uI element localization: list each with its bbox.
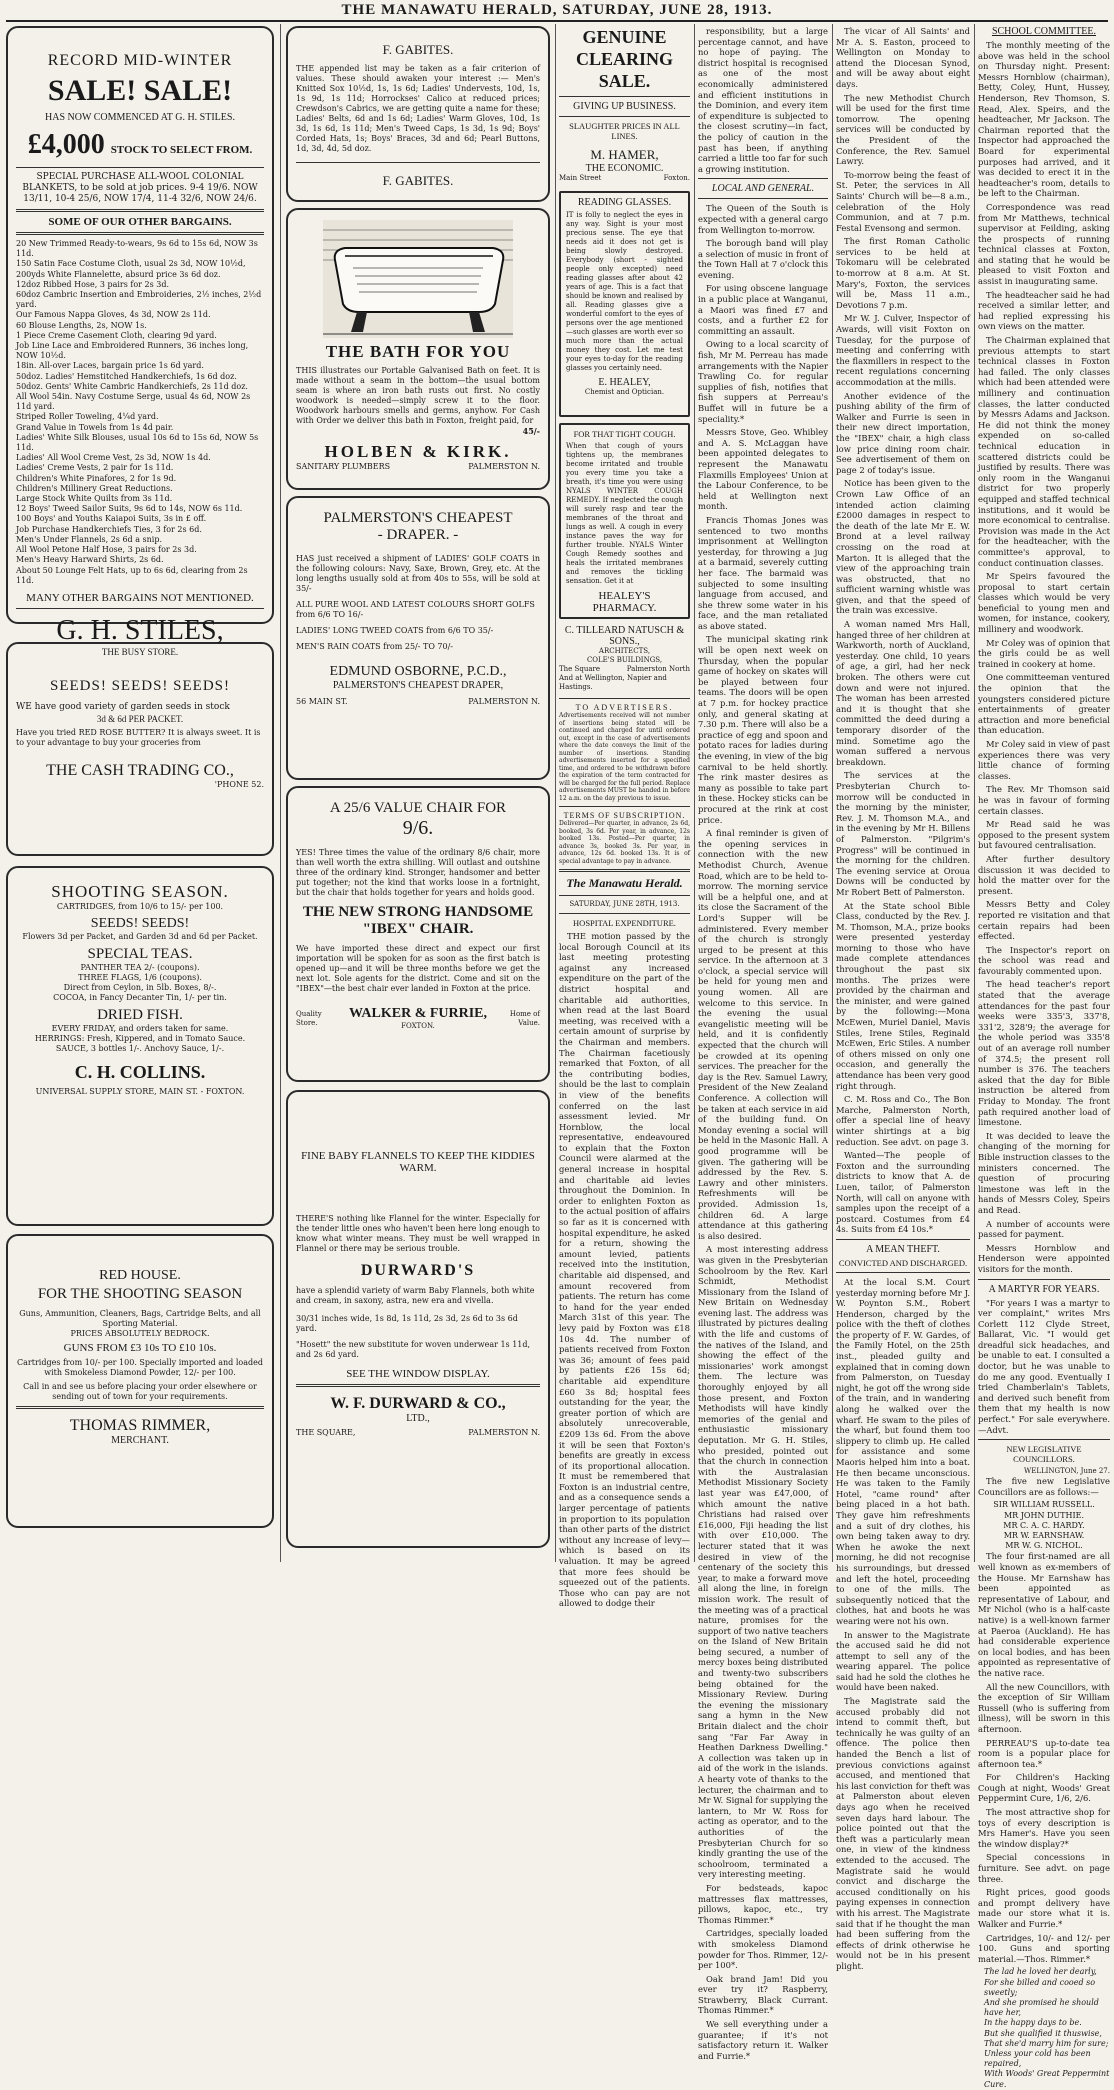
natusch-name: C. TILLEARD NATUSCH & SONS.,: [564, 625, 685, 647]
healey-text: IT is folly to neglect the eyes in any way. Sight is your most precious sense. The eye that needs aid it does not get is being slowly destroyed. Everybody (short - sighted people only excepted) need reading glasses after about 42 years of age. This is a fact that should be known and realised by all. Reading glasses give a wonderful comfort to the eyes of persons over the age mentioned—such glasses are worth ever so much more than the actual money they cost. Let me test your eyes to-day for the reading glasses you certainly need.: [566, 211, 683, 372]
stiles-special: SPECIAL PURCHASE ALL-WOOL COLONIAL BLANKETS, to be sold at job prices. 9-4 19/6. NOW 13/11, 10-4 25/6, NOW 17/4, 11-4 32/6, NOW 24/6.: [22, 172, 258, 204]
bargain-item: Grand Value in Towels from 1s 4d pair.: [16, 422, 174, 432]
stiles-record: RECORD MID-WINTER: [47, 52, 233, 69]
collins-friday: EVERY FRIDAY, and orders taken for same.: [51, 1024, 229, 1033]
councillor-name: SIR WILLIAM RUSSELL.: [993, 1500, 1095, 1510]
councillors-article: [978, 1551, 1110, 1964]
article-paragraph: At the local S.M. Court yesterday morning before Mr J. W. Poynton S.M., Robert Henderson, charged by the police with the theft of clothes the property of F. W. Gardes, of the Family Hotel, on the 25th inst., pleaded guilty and explained that in coming down from Palmerston, on Tuesday night, he got off the wrong side of the train, and in wandering along he walked over the wharf. He swam to the piles of the wharf, but found them too slippery to climb up. He called for assistance and some Maoris helped him into a boat. He then became unconscious. He was taken to the Family Hotel, "came round" after being placed in a hot bath. They gave him refreshments and a suit of dry clothes, his own being taken away to dry. When he awoke the next morning, he did not recognise his surroundings, but dressed and left the hotel, proceeding to one of the mills. The subsequently noticed that the clothes, hat and boots he was wearing were not his own.: [836, 1276, 970, 1626]
article-paragraph: It was decided to leave the changing of the morning for Bible instruction classes to the ministers concerned. The question of procuring limestone was left in the hands of Messrs Coley, Speirs and Read.: [978, 1130, 1110, 1215]
cash-line2: 3d & 6d PER PACKET.: [96, 714, 184, 724]
durward-text2: have a splendid variety of warm Baby Flannels, both white and cream, in saxony, astra, new era and vivella.: [296, 1286, 535, 1305]
article-paragraph: The Inspector's report on the school was read and favourably commented upon.: [978, 944, 1110, 976]
rimmer-name: THOMAS RIMMER,: [69, 1417, 211, 1434]
article-paragraph: A most interesting address was given in the Presbyterian Schoolroom by the Rev. Karl Schmidt, Methodist Missionary from the Island of New Britain on Wednesday evening last. The address was illustrated by pictures dealing with the life and customs of the natives of the Island, and showing the effect of the missionaries' work amongst them. The lecture was thoroughly enjoyed by all those present, and Foxton Methodists will have kindly memories of the genial and enthusiastic missionary deputation. Mr G. H. Stiles, who presided, pointed out that the church in connection with the Australasian Methodist Missionary Society last year was £47,000, of which amount the native Christians had raised over £16,000, Fiji heading the list with over £10,000. The lecturer stated that it was desired in view of the centenary of the society this year, to make a forward move all along the line, in foreign mission work. The result of the meeting was of a practical nature, promises for the support of two native teachers on the Island of New Britain being secured, a number of mercy boxes being distributed and twenty-two subscribers being obtained for the Missionary Review. During the evening the missionary sang a hymn in the New Britain dialect and the choir sang "Far Far Away in Heathen Darkness Dwelling." A collection was taken up in aid of the work in the islands. A hearty vote of thanks to the lecturer, the chairman and to Mr W. Signal for supplying the lantern, to Mr W. Ross for acting as operator, and to the authorities of the Presbyterian Church for so kindly granting the use of the schoolroom, terminated a very interesting meeting.: [698, 1244, 828, 1880]
stiles-other: SOME OF OUR OTHER BARGAINS.: [48, 216, 232, 228]
article-paragraph: THE motion passed by the local Borough Council at its last meeting protesting against any increased expenditure on the part of the district hospital and charitable aid authorities, when read at the last Board meeting, was received with a certain amount of surprise by the Chairman and members. The Chairman facetiously remarked that Foxton, of all the contributing bodies, should be the last to complain in view of the benefits conferred on the last assessment levied. Mr Hornblow, the local representative, endeavoured to explain that the Foxton Council were alarmed at the general increase in hospital and charitable aid levies throughout the Dominion. In order to enlighten Foxton as to the actual position of affairs so far as it is concerned with hospital expenditure, he asked for a return, showing the amount levied, patients received into the institution, charitable aid dispensed, and amount recovered from patients. The return has come to hand for the year ended March 31st of this year. The levy paid by Foxton was £18 10s 4d. The number of patients received from Foxton was 36; amount of fees paid by patients £26 15s 6d; charitable aid expenditure £60 3s 8d; hospital fees outstanding for the year, the greater portion of which are absolutely unrecoverable, £209 13s 6d. From the above it will be seen that Foxton's benefits are greatly in excess of its proportional allocation. It must be remembered that Foxton is an industrial centre, and as a consequence sends a larger percentage of patients in proportion to its population than other parts of the district without any increase of levy—which is based on its valuation. It may be agreed that more fees should be squeezed out of the patients. Those who can pay are not allowed to dodge their: [559, 931, 690, 1609]
article-paragraph: For Children's Hacking Cough at night, Woods' Great Peppermint Cure, 1/6, 2/6.: [978, 1772, 1110, 1804]
rimmer-from: GUNS FROM £3 10s TO £10 10s.: [63, 1342, 217, 1354]
durward-text: THERE'S nothing like Flannel for the winter. Especially for the tender little ones who haven't been here long enough to know what winter means. They must be well wrapped in Flannel or there may be serious trouble.: [296, 1214, 540, 1253]
rimmer-call: Call in and see us before placing your order elsewhere or sending out of town for your requirements.: [23, 1382, 257, 1401]
osborne-title2: - DRAPER. -: [377, 527, 459, 543]
bargain-item: 200yds White Flannelette, absurd price 3s 6d doz.: [16, 269, 221, 279]
article-paragraph: Cartridges, 10/- and 12/- per 100. Guns and sporting material.—Thos. Rimmer.*: [978, 1932, 1110, 1964]
cash-seeds: SEEDS! SEEDS! SEEDS!: [49, 678, 230, 694]
bargain-item: 1 Piece Creme Casement Cloth, clearing 9d yard.: [16, 330, 217, 340]
article-paragraph: Mr Speirs favoured the proposal to start certain classes which would be very beneficial to young men and women, for instance, cookery, millinery and woodwork.: [978, 571, 1110, 635]
osborne-addr2: PALMERSTON N.: [468, 697, 540, 706]
natusch-ad: [559, 625, 690, 692]
martyr-heading: A MARTYR FOR YEARS.: [988, 1283, 1100, 1295]
holben-ad: [286, 208, 550, 490]
holben-sub1: SANITARY PLUMBERS: [296, 462, 391, 471]
bargain-item: Our Famous Nappa Gloves, 4s 3d, NOW 2s 11d.: [16, 310, 211, 320]
article-paragraph: Owing to a local scarcity of fish, Mr M. Perreau has made arrangements with the Napier Trawling Co. for regular supplies of fish, notifies that fish suppers at Perreau's Buffet will in future be a speciality.*: [698, 339, 828, 424]
walker-right: Home of Value.: [509, 1009, 540, 1027]
collins-flags: THREE FLAGS, 1/6 (coupons).: [78, 973, 202, 982]
article-paragraph: The headteacher said he had received a similar letter, and had replied expressing his own views on the matter.: [978, 289, 1110, 332]
article-paragraph: Messrs Betty and Coley reported re visitation and that certain repairs had been effected.: [978, 899, 1110, 942]
article-paragraph: A woman named Mrs Hall, hanged three of her children at Warkworth, north of Auckland, yesterday. One child, 10 years of age, a girl, had her neck broken. The others were cut down and were not injured. The woman has been arrested and it is thought that she committed the deed during a temporary disorder of the mind. Sometime ago the woman suffered a nervous breakdown.: [836, 619, 970, 767]
article-paragraph: Mr Coley said in view of past experiences there was very little chance of forming classes.: [978, 739, 1110, 781]
gabites-name: F. GABITES.: [382, 42, 454, 57]
poem-line: With Woods' Great Peppermint Cure.: [984, 2069, 1110, 2089]
subscription-title: TERMS OF SUBSCRIPTION.: [563, 811, 686, 820]
martyr-text: "For years I was a martyr to ver complaint," writes Mrs Corlett 112 Clyde Street, Ballarat, Vic. "I would get dreadful sick headaches, and be unable to eat. I consulted a doctor, but he was unable to do me any good. Eventually I tried Chamberlain's Tablets, and derived such benefit from them that my health is now perfect." For sale everywhere.—Advt.: [978, 1297, 1110, 1435]
column-rule: [832, 24, 833, 1562]
column-2: [286, 26, 550, 1562]
bargain-item: Children's White Pinafores, 2 for 1s 9d.: [16, 473, 177, 483]
bargain-item: All Wool 54in. Navy Costume Serge, usual 4s 6d, NOW 2s 11d yard.: [16, 392, 251, 412]
bargain-item: Men's Under Flannels, 2s 6d a snip.: [16, 534, 162, 544]
article-paragraph: The Magistrate said the accused probably did not intend to commit theft, but technically he was guilty of an offence. The police then handed the Bench a list of previous convictions against accused, and mentioned that his last conviction for theft was at Palmerston about eleven days ago when he received seven days hard labour. The police pointed out that the theft was a particularly mean one, in view of the kindness extended to the accused. The Magistrate said he would convict and discharge the accused conditionally on his paying expenses in connection with his arrest. The Magistrate said that if he thought the man had been suffering from the effects of drink otherwise he would not be in his present plight.: [836, 1696, 970, 1971]
councillor-name: MR C. A. C. HARDY.: [1003, 1520, 1085, 1530]
rimmer-ad: [6, 1234, 274, 1528]
article-paragraph: C. M. Ross and Co., The Bon Marche, Palmerston North, offer a special line of heavy winter shirtings at a big reduction. See advt. on page 3.: [836, 1094, 970, 1147]
gabites-footer: F. GABITES.: [382, 173, 454, 188]
article-paragraph: The first Roman Catholic services to be held at Tokomaru will be celebrated to-morrow at 8 a.m. At St. Mary's, Foxton, the services will be, Mass 11 a.m., Devotions 7 p.m.: [836, 236, 970, 310]
collins-ad: [6, 866, 274, 1226]
bargain-item: About 50 Lounge Felt Hats, up to 6s 6d, clearing from 2s 11d.: [16, 565, 248, 585]
gabites-text: THE appended list may be taken as a fair criterion of values. These should awaken your interest :— Men's Knitted Sox 10½d, 1s, 1s 6d; Ladies' Undervests, 10d, 1s, 1s 9d, 1s 11d; Horrockses' Calico at reduced prices; Crewdson's Cabrics, we are getting quite a name for these; Ladies' Belts, 6d and 1s 6d; Ladies' Warm Gloves, 10d, 1s 3d, 1s 6d, 1s 11d; Men's Tweed Caps, 1s 3d, 1s 9d; Boys' Corded Hats, 1s; Boys' Braces, 3d and 6d; Pearl Buttons, 1d, 3d, 4d, 5d doz.: [296, 64, 540, 153]
masthead-rule: [6, 20, 1108, 22]
article-paragraph: The most attractive shop for toys of every description is Mrs Hamer's. Have you seen the window display?*: [978, 1807, 1110, 1849]
bargain-item: 50doz. Ladies' Hemstitched Handkerchiefs, 1s 6d doz.: [16, 371, 237, 381]
rimmer-cartridges: Cartridges from 10/- per 100. Specially imported and loaded with Smokeless Diamond Powder, 12/- per 100.: [17, 1358, 263, 1377]
column-rule: [974, 24, 975, 1562]
cash-phone: 'PHONE 52.: [214, 780, 264, 789]
walker-town: FOXTON.: [401, 1022, 435, 1030]
natusch-sub: ARCHITECTS,: [598, 647, 651, 655]
rimmer-prices: PRICES ABSOLUTELY BEDROCK.: [70, 1329, 210, 1338]
councillors-heading: NEW LEGISLATIVE COUNCILLORS.: [1006, 1444, 1082, 1465]
column-4: [698, 26, 828, 2061]
masthead: THE MANAWATU HERALD, SATURDAY, JUNE 28, 1913.: [341, 2, 773, 18]
article-paragraph: Special concessions in furniture. See advt. on page three.: [978, 1852, 1110, 1884]
paper-name: The Manawatu Herald.: [566, 876, 683, 890]
osborne-rain: MEN'S RAIN COATS from 25/- TO 70/-: [296, 642, 454, 651]
osborne-tweed: LADIES' LONG TWEED COATS from 6/6 TO 35/-: [296, 626, 494, 635]
collins-name: C. H. COLLINS.: [74, 1062, 206, 1082]
article-paragraph: Correspondence was read from Mr Matthews, technical supervisor at Feilding, asking the prospects of running technical classes at Foxton, and stating that he would be pleased to visit Foxton and assist in inaugurating same.: [978, 201, 1110, 287]
theft-sub: CONVICTED AND DISCHARGED.: [838, 1257, 968, 1268]
walker-text2: We have imported these direct and expect our first importation will be spoken for as soon as the first batch is opened up—and it will be three months before we get the next lot. Sole agents for the district. Come and sit on the "IBEX"—the best chair ever landed in Foxton at the price.: [296, 944, 540, 993]
natusch-sq2: Palmerston North: [626, 665, 690, 673]
collins-flowers: Flowers 3d per Packet, and Garden 3d and 6d per Packet.: [22, 932, 258, 941]
committee-article: [978, 40, 1110, 1275]
councillor-name: MR W. EARNSHAW.: [1003, 1531, 1085, 1541]
durward-see: SEE THE WINDOW DISPLAY.: [346, 1368, 490, 1380]
hamer-econ: THE ECONOMIC.: [585, 163, 664, 174]
stiles-ad: [6, 26, 274, 657]
durward-title: FINE BABY FLANNELS TO KEEP THE KIDDIES WARM.: [301, 1150, 535, 1174]
article-paragraph: Messrs Hornblow and Henderson were appointed visitors for the month.: [978, 1242, 1110, 1274]
poem-line: For she billed and cooed so sweetly;: [984, 1977, 1096, 1997]
column-rule: [555, 24, 556, 1562]
hamer-addr2: Foxton.: [663, 174, 690, 182]
walker-text: YES! Three times the value of the ordinary 8/6 chair, more than well worth the extra shilling. Will outlast and outshine three of the ordinary kind. Stronger, handsomer and better put together; not the kind that works loose in a fortnight, but the chair that holds together for years and holds good.: [296, 848, 540, 897]
article-paragraph: The borough band will play a selection of music in front of the Town Hall at 7 o'clock this evening.: [698, 238, 828, 280]
bargain-item: 12 Boys' Tweed Sailor Suits, 9s 6d to 14s, NOW 6s 11d.: [16, 504, 243, 514]
article-paragraph: All the new Councillors, with the exception of Sir William Russell (who is suffering from illness), will be sworn in this afternoon.: [978, 1681, 1110, 1734]
healey-title: READING GLASSES.: [577, 197, 672, 208]
bath-illustration: [323, 220, 513, 338]
article-paragraph: A final reminder is given of the opening services in connection with the new Methodist Church, Avenue Road, which are to be held to-morrow. The morning service will be a helpful one, and at its close the Sacrament of the Lord's Supper will be administered. Every member of the church is strongly urged to be present at this service. In the afternoon at 3 o'clock, a special service will be held for young men and young women. All are welcome to this service. In the evening the usual evangelistic meeting will be held, and it is confidently expected that the church will be crowded at its opening services. The preacher for the day is the Rev. Samuel Lawry, President of the New Zealand Conference. A collection will be taken at each service in aid of the building fund. On Monday evening a social will be held in the Masonic Hall. A good programme will be given. The gathering will be addressed by the Rev. S. Lawry and other ministers. Refreshments will be provided. Admission 1s, children 6d. A large attendance at this gathering is also desired.: [698, 828, 828, 1241]
article-paragraph: A number of accounts were passed for payment.: [978, 1218, 1110, 1240]
article-paragraph: The monthly meeting of the above was held in the school on Thursday night. Present: Messrs Hornblow (chairman), Betty, Coley, Hunt, Hussey, Henderson, Rev Thomson, S. Read, Alex. Speirs, and the headteacher, Mr Jackson. The Chairman reported that the Inspector had approached the Board for experimental purposes had arrived, and it was decided to erect it in the headteacher's room, details to be left to the Chairman.: [978, 40, 1110, 199]
collins-teas: SPECIAL TEAS.: [87, 946, 193, 962]
osborne-ad: [286, 496, 550, 780]
article-paragraph: Mr Coley was of opinion that the girls could be as well trained in cookery at home.: [978, 637, 1110, 669]
advertisers-notice: [559, 703, 690, 802]
stiles-sale: SALE! SALE!: [47, 74, 233, 107]
bargain-item: Ladies' Creme Vests, 2 pair for 1s 11d.: [16, 463, 174, 473]
natusch-text: And at Wellington, Napier and Hastings.: [559, 674, 667, 691]
poem-line: Unless your cold has been repaired,: [984, 2049, 1091, 2069]
holben-name: HOLBEN & KIRK.: [324, 442, 512, 461]
article-paragraph: One committeeman ventured the opinion that the youngsters considered picture entertainments of greater attraction and more beneficial than education.: [978, 672, 1110, 736]
holben-sub2: PALMERSTON N.: [468, 462, 540, 471]
article-paragraph: Francis Thomas Jones was sentenced to two months imprisonment at Wellington yesterday, for throwing a jug at a barmaid, severely cutting her face. The barmaid was subjected to some insulting language from accused, and she threw some water in his face, and the man retaliated as above stated.: [698, 514, 828, 631]
bargain-item: Men's Heavy Harward Shirts, 2s 6d.: [16, 555, 164, 565]
collins-fish: DRIED FISH.: [97, 1007, 183, 1023]
walker-left: Quality Store.: [296, 1009, 322, 1027]
advertisers-text: Advertisements received will not number of insertions being stated will be continued and charged for until ordered out, except in the case of advertisements where the date conveys the limit of the number of insertions. Standing advertisements inserted for a specified time, and ordered to be withdrawn before the expiration of the term contracted for will be charged for the full period. Replace advertisements MUST be handed in before 12 a.m. on the day previous to issue.: [559, 712, 690, 802]
holben-heading: THE BATH FOR YOU: [325, 342, 511, 361]
local-general-cont: [836, 26, 970, 1235]
article-paragraph: The vicar of All Saints' and Mr A. S. Easton, proceed to Wellington on Monday to attend the Diocesan Synod, and will be away about eight days.: [836, 26, 970, 89]
councillor-name: MR W. G. NICHOL.: [1005, 1541, 1083, 1551]
poem-line: And she promised he should have her,: [984, 1998, 1099, 2018]
bargain-item: Job Line Lace and Embroidered Runners, 36 inches long, NOW 10½d.: [16, 341, 249, 361]
hamer-slaughter: SLAUGHTER PRICES IN ALL LINES.: [569, 121, 680, 141]
article-paragraph: At the State school Bible Class, conducted by the Rev. J. M. Thomson, M.A., prize books were presented yesterday morning to those who have made complete attendances throughout the past six months. The prizes were provided by the chairman and the minister, and were gained by the following:—Mona McEwen, Muriel Daniel, Mavis Stiles, Irene Stiles, Reginald McEwen, Eric Stiles. A number of others missed on only one occasion, and generally the attendance has been very good right through.: [836, 900, 970, 1091]
walker-ad: [286, 786, 550, 1082]
walker-heading: THE NEW STRONG HANDSOME "IBEX" CHAIR.: [302, 904, 534, 937]
durward-ad: [286, 1090, 550, 1548]
cough-text: When that cough of yours tightens up, the membranes become irritated and trouble you every time you take a breath, it's time you were using NYALS WINTER COUGH REMEDY. If neglected the cough will surely rasp and tear the membranes of the throat and lungs as well. A cough in every instance paves the way for further trouble. NYALS Winter Cough Remedy soothes and heals the irritated membranes and removes the tickling sensation. Get it at: [566, 442, 683, 585]
article-paragraph: Mr Read said he was opposed to the present system but favoured centralisation.: [978, 819, 1110, 851]
osborne-name: EDMUND OSBORNE, P.C.D.,: [329, 664, 507, 679]
councillor-names: [978, 1500, 1110, 1551]
holben-text: THIS illustrates our Portable Galvanised Bath on feet. It is made without a seam in the bottom—the usual bottom seam is where an iron bath rusts out first. No costly woodwork is needed—simply screw it to the floor. Woodwork harbours smells and germs, anyhow. For Cash with Order we deliver this bath in Foxton, freight paid, for: [296, 366, 540, 425]
councillors-intro: The five new Legislative Councillors are as follows:—: [978, 1476, 1110, 1497]
article-paragraph: PERREAU'S up-to-date tea room is a popular place for afternoon tea.*: [978, 1737, 1110, 1769]
article-paragraph: The Queen of the South is expected with a general cargo from Wellington to-morrow.: [698, 203, 828, 235]
column-6: [978, 26, 1110, 2089]
article-paragraph: The four first-named are all well known as ex-members of the House. Mr Earnshaw has been appointed as representative of Labour, and Mr Nichol (who is a half-caste native) is a well-known farmer at Paeroa (Auckland). He has had considerable experience on local bodies, and has been appointed as representative of the native race.: [978, 1551, 1110, 1678]
bargain-item: Ladies' All Wool Creme Vest, 2s 3d, NOW 1s 4d.: [16, 453, 211, 463]
article-paragraph: Messrs Stove, Geo. Whibley and A. S. McLaggan have been appointed delegates to represent the Manawatu Flaxmills Employees' Union at the Labour Conference, to be held at Wellington next month.: [698, 427, 828, 512]
cough-title: FOR THAT TIGHT COUGH.: [573, 429, 676, 439]
healey-sub: Chemist and Optician.: [584, 388, 665, 396]
healey-glasses-ad: [559, 191, 690, 417]
rimmer-guns: Guns, Ammunition, Cleaners, Bags, Cartridge Belts, and all Sporting Material.: [19, 1309, 261, 1328]
article-paragraph: The new Methodist Church will be used for the first time tomorrow. The opening services will be conducted by the President of the Conference, the Rev. Samuel Lawry.: [836, 92, 970, 167]
rimmer-red: RED HOUSE.: [99, 1268, 181, 1283]
hamer-name: M. HAMER,: [590, 147, 659, 162]
bargain-item: 18in. All-over Laces, bargain price 1s 6d yard.: [16, 361, 204, 371]
article-paragraph: Notice has been given to the Crown Law Office of an intended action claiming £2000 damages in respect to the death of the late Mr E. W. Brond at a level railway crossing on the road at Marton. It is alleged that the view of the approaching train was obstructed, that no sufficient warning whistle was given, and that the speed of the train was excessive.: [836, 478, 970, 616]
councillor-name: MR JOHN DUTHIE.: [1003, 1510, 1085, 1520]
hamer-addr1: Main Street: [559, 174, 602, 182]
poem-line: The lad he loved her dearly,: [984, 1967, 1097, 1977]
hospital-heading: HOSPITAL EXPENDITURE.: [573, 918, 676, 928]
stiles-commenced: HAS NOW COMMENCED AT G. H. STILES.: [45, 112, 235, 123]
collins-cartridges: CARTRIDGES, from 10/6 to 15/- per 100.: [56, 902, 224, 911]
bargain-item: 20 New Trimmed Ready-to-wears, 9s 6d to 15s 6d, NOW 3s 11d.: [16, 239, 258, 259]
natusch-sq1: The Square: [559, 665, 600, 673]
article-paragraph: Another evidence of the pushing ability of the firm of Walker and Furrie is seen in their new direct importation, the "IBEX" chair, a high class low price dining room chair. See advertisement of them on page 2 of today's issue.: [836, 390, 970, 475]
hamer-ad: [559, 26, 690, 183]
durward-ltd: LTD.,: [406, 1413, 430, 1424]
walker-title1: A 25/6 VALUE CHAIR FOR: [329, 800, 507, 816]
osborne-sub: PALMERSTON'S CHEAPEST DRAPER,: [332, 680, 504, 691]
bargain-item: 60 Blouse Lengths, 2s, NOW 1s.: [16, 320, 147, 330]
rimmer-merchant: MERCHANT.: [111, 1435, 169, 1446]
hospital-article: [559, 931, 690, 1609]
local-general-article: [698, 203, 828, 2061]
bargain-item: Ladies' White Silk Blouses, usual 10s 6d to 15s 6d, NOW 5s 11d.: [16, 432, 259, 453]
article-paragraph: Oak brand Jam! Did you ever try it? Raspberry, Strawberry, Black Currant. Thomas Rimmer.*: [698, 1973, 828, 2016]
local-general-heading: LOCAL AND GENERAL.: [711, 183, 815, 195]
column-rule: [694, 24, 695, 1562]
cash-line3: Have you tried RED ROSE BUTTER? It is always sweet. It is to your advantage to buy your groceries from: [16, 728, 261, 747]
stiles-busy: THE BUSY STORE.: [101, 646, 179, 657]
article-paragraph: Mr W. J. Culver, Inspector of Awards, will visit Foxton on Tuesday, for the purpose of meeting and conferring with the flaxmillers in respect to the recent regulations concerning accommodation at the mills.: [836, 313, 970, 387]
durward-addr2: PALMERSTON N.: [468, 1428, 540, 1437]
bargain-item: Striped Roller Toweling, 4¼d yard.: [16, 412, 159, 422]
article-paragraph: Wanted—The people of Foxton and the surrounding districts to know that A. de Luen, tailor, of Palmerston North, will call on anyone with samples upon the receipt of a postcard. Costumes from £4 4s. Suits from £4 10s.*: [836, 1150, 970, 1235]
durward-firm: W. F. DURWARD & CO.,: [330, 1395, 506, 1412]
gabites-ad: [286, 26, 550, 202]
article-paragraph: Right prices, good goods and prompt delivery have made our store what it is. Walker and Furrie.*: [978, 1887, 1110, 1930]
bargain-item: 100 Boys' and Youths Kaiapoi Suits, 3s in £ off.: [16, 514, 207, 524]
collins-title: SHOOTING SEASON.: [51, 882, 229, 901]
article-paragraph: The Rev. Mr Thomson said he was in favour of forming certain classes.: [978, 784, 1110, 816]
cough-name: HEALEY'S PHARMACY.: [592, 590, 657, 614]
osborne-text: HAS just received a shipment of LADIES' GOLF COATS in the following colours: Navy, Saxe, Brown, Grey, etc. At the long lengths usually sold at from 40s to 55s, will be sold at 35/-: [296, 554, 540, 593]
osborne-golf: ALL PURE WOOL AND LATEST COLOURS SHORT GOLFS from 6/6 TO 16/-: [296, 600, 535, 619]
collins-cocoa: COCOA, in Fancy Decanter Tin, 1/- per tin.: [53, 993, 227, 1002]
hospital-article-cont: [698, 26, 828, 174]
article-paragraph: The Chairman explained that previous attempts to start technical classes in Foxton had failed. The only classes which had been attended were millinery and continuation classes, the latter conducted by Messrs Adams and Jackson. He did not think the money expended on so-called technical education in scattered districts could be justified by results. There was only room in the Wanganui district for two properly equipped and staffed technical institutions, and it would be more economical to centralise. Provision was made in the Act for the headteacher, with the committee's approval, to conduct continuation classes.: [978, 335, 1110, 568]
bargain-item: 12doz Ribbed Hose, 3 pairs for 2s 3d.: [16, 279, 170, 289]
column-1: [6, 26, 274, 1562]
article-paragraph: The services at the Presbyterian Church to-morrow will be conducted in the morning by the minister, Rev. J. M. Thomson M.A., and in the evening by Mr H. Billens of Palmerston. "Pilgrim's Progress" will be continued in the morning for the children. The evening service at Oroua Downs will be conducted by Mr Robert Bett of Palmerston.: [836, 770, 970, 897]
natusch-bld: COLE'S BUILDINGS,: [586, 656, 663, 664]
column-3: [559, 26, 690, 1609]
subscription-notice: [559, 811, 690, 865]
stiles-name: G. H. STILES,: [56, 614, 224, 646]
bargain-item: 50doz. Gents' White Cambric Handkerchiefs, 2s 11d doz.: [16, 381, 248, 391]
article-paragraph: To-morrow being the feast of St. Peter, the services in All Saints' Church will be—8 a.m., celebration of the Holy Communion, and at 7 p.m. Festal Evensong and sermon.: [836, 169, 970, 233]
theft-heading: A MEAN THEFT.: [866, 1243, 940, 1255]
column-5: [836, 26, 970, 1971]
durward-widths: 30/31 inches wide, 1s 8d, 1s 11d, 2s 3d, 2s 6d to 3s 6d yard.: [296, 1314, 518, 1333]
durward-addr1: THE SQUARE,: [296, 1428, 356, 1437]
durward-hosett: "Hosett" the new substitute for woven underwear 1s 11d, and 2s 6d yard.: [296, 1340, 531, 1359]
hamer-giving: GIVING UP BUSINESS.: [573, 101, 676, 112]
stiles-amount: £4,000: [27, 129, 105, 160]
collins-ceylon: Direct from Ceylon, in 5lb. Boxes, 8/-.: [63, 983, 217, 992]
walker-title2: 9/6.: [402, 817, 434, 839]
holben-price: 45/-: [522, 426, 540, 436]
rimmer-season: FOR THE SHOOTING SEASON: [37, 1286, 243, 1302]
poem-line: But she qualified it thuswise,: [984, 2028, 1102, 2038]
theft-article: [836, 1277, 970, 1972]
bargain-item: 150 Satin Face Costume Cloth, usual 2s 3d, NOW 10½d,: [16, 259, 246, 269]
peppermint-poem: [978, 1967, 1110, 2089]
stiles-items-list: [16, 239, 264, 586]
councillors-dateline: WELLINGTON, June 27.: [1024, 1467, 1110, 1476]
stiles-many: MANY OTHER BARGAINS NOT MENTIONED.: [26, 591, 254, 604]
osborne-addr1: 56 MAIN ST.: [296, 697, 348, 706]
bargain-item: Job Purchase Handkerchiefs Ties, 3 for 2s 6d.: [16, 524, 202, 534]
osborne-title1: PALMERSTON'S CHEAPEST: [323, 510, 513, 526]
stiles-stock: STOCK TO SELECT FROM.: [110, 144, 253, 156]
collins-seeds: SEEDS! SEEDS!: [90, 916, 190, 931]
collins-panther: PANTHER TEA 2/- (coupons).: [80, 963, 200, 972]
cash-line1: WE have good variety of garden seeds in stock: [16, 702, 230, 712]
cash-name: THE CASH TRADING CO.,: [46, 762, 234, 779]
collins-sauce: SAUCE, 3 bottles 1/-. Anchovy Sauce, 1/-.: [55, 1044, 225, 1053]
article-paragraph: For bedsteads, kapoc mattresses flax mattresses, pillows, kapoc, etc., try Thomas Rimmer.*: [698, 1882, 828, 1925]
healey-name: E. HEALEY,: [598, 377, 651, 388]
poem-line: That she'd marry him for sure;: [984, 2038, 1109, 2048]
bargain-item: Large Stock White Quilts from 3s 11d.: [16, 494, 173, 504]
paper-date: SATURDAY, JUNE 28TH, 1913.: [569, 900, 680, 908]
collins-herrings: HERRINGS: Fresh, Kippered, and in Tomato Sauce.: [34, 1034, 246, 1043]
bargain-item: Children's Millinery Great Reductions.: [16, 483, 173, 493]
durward-name: DURWARD'S: [360, 1262, 476, 1279]
cash-trading-ad: [6, 642, 274, 856]
collins-store: UNIVERSAL SUPPLY STORE, MAIN ST. - FOXTON.: [35, 1087, 245, 1096]
article-paragraph: For using obscene language in a public place at Wanganui, a Maori was fined £7 and costs, and a further £2 for committing an assault.: [698, 283, 828, 336]
article-paragraph: We sell everything under a guarantee; if it's not satisfactory return it. Walker and Furrie.*: [698, 2019, 828, 2061]
article-paragraph: responsibility, but a large percentage cannot, and have no hope of paying. The district hospital is recognised as one of the most economically administered and efficient institutions in the Dominion, and every item of expenditure is subjected to the closest scrutiny—in fact, the policy of caution in the past has been, if anything carried a little too far for such a growing institution.: [698, 26, 828, 174]
bargain-item: 60doz Cambric Insertion and Embroideries, 2½ inches, 2½d yard.: [16, 290, 262, 310]
column-rule: [280, 24, 281, 1562]
article-paragraph: The municipal skating rink will be open next week on Thursday, when the popular game of hockey on skates will be played between four teams. The doors will be open at 7 p.m. for hockey practice only, and general skating at 7.30 p.m. There will also be a practice of egg and spoon and potato races for ladies during the evening, in view of the big carnival to be held shortly. The rink master desires as many as possible to take part in these. Hockey sticks can be procured at the rink at cost price.: [698, 634, 828, 825]
poem-line: In the happy days to be.: [984, 2018, 1082, 2028]
cough-ad: [559, 423, 690, 619]
article-paragraph: Cartridges, specially loaded with smokeless Diamond powder for Thos. Rimmer, 12/- per 100*.: [698, 1928, 828, 1971]
bargain-item: All Wool Petone Half Hose, 3 pairs for 2s 3d.: [16, 545, 197, 555]
committee-heading: SCHOOL COMMITTEE.: [991, 26, 1097, 37]
article-paragraph: The head teacher's report stated that the average attendances for the past four weeks were 335'3, 337'8, 331'2, 328'9; the average for the whole period was 335'8 out of an average roll number of 374.5; the present roll number is 376. The teachers asked that the day for Bible instruction be altered from Friday to Monday. The front path required another load of limestone.: [978, 979, 1110, 1128]
subscription-text: Delivered—Per quarter, in advance, 2s 6d, booked, 3s 6d. Per year, in advance, 12s booked 13s. Posted—Per quarter, in advance 3s, booked 3s. Per year, in advance, 12s 6d. booked 13s. It is of special advantage to pay in advance.: [559, 820, 690, 865]
article-paragraph: After further desultory discussion it was decided to hold the matter over for the present.: [978, 853, 1110, 896]
advertisers-title: TO ADVERTISERS.: [575, 703, 674, 712]
article-paragraph: In answer to the Magistrate the accused said he did not attempt to sell any of the wearing apparel. The police said had he sold the clothes he would have been naked.: [836, 1629, 970, 1693]
walker-name: WALKER & FURRIE,: [348, 1006, 488, 1021]
hamer-genuine: GENUINE CLEARING SALE.: [575, 27, 673, 91]
